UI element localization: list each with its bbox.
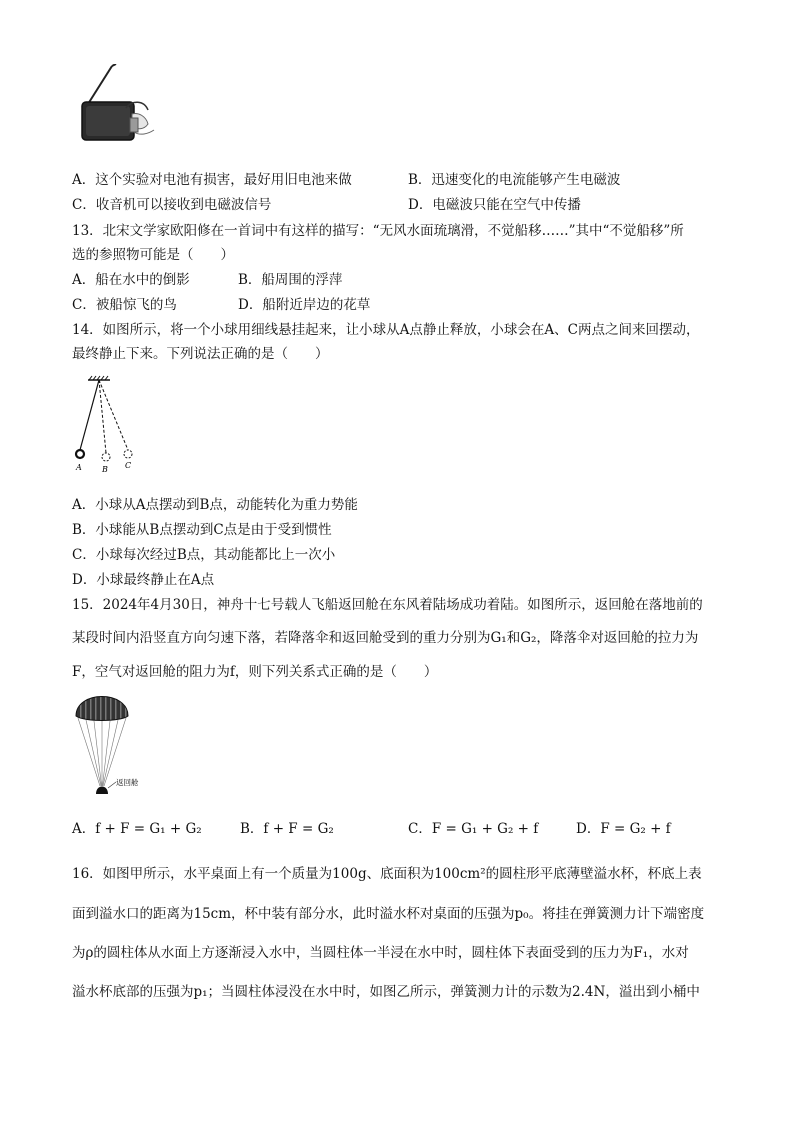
q16-stem-line4: 溢水杯底部的压强为p₁；当圆柱体浸没在水中时，如图乙所示，弹簧测力计的示数为2.4N，溢出到小桶中 bbox=[72, 984, 700, 1000]
pendulum-label-b: B bbox=[102, 465, 108, 474]
q12-option-d: D．电磁波只能在空气中传播 bbox=[408, 197, 581, 213]
q14-option-c: C．小球每次经过B点，其动能都比上一次小 bbox=[72, 547, 336, 563]
q15-stem-line2: 某段时间内沿竖直方向匀速下落，若降落伞和返回舱受到的重力分别为G₁和G₂，降落伞对返回舱的拉力为 bbox=[72, 630, 699, 646]
q15-option-b bbox=[240, 817, 334, 837]
pendulum-label-c: C bbox=[125, 461, 132, 470]
q15-option-c bbox=[408, 817, 538, 837]
capsule-label: 返回舱 bbox=[116, 778, 139, 787]
q16-stem-line2: 面到溢水口的距离为15cm，杯中装有部分水，此时溢水杯对桌面的压强为p₀。将挂在弹簧测力计下端密度 bbox=[72, 906, 705, 922]
q13-option-c: C．被船惊飞的鸟 bbox=[72, 297, 177, 313]
q13-option-a: A．船在水中的倒影 bbox=[72, 272, 190, 288]
q14-option-b: B．小球能从B点摆动到C点是由于受到惯性 bbox=[72, 522, 332, 538]
radio-battery-figure bbox=[74, 64, 164, 146]
q14-stem-line2: 最终静止下来。下列说法正确的是（ ） bbox=[72, 346, 329, 362]
q15-stem-line1: 15．2024年4月30日，神舟十七号载人飞船返回舱在东风着陆场成功着陆。如图所示，返回舱在落地前的 bbox=[72, 597, 703, 613]
q16-stem-line3: 为ρ的圆柱体从水面上方逐渐浸入水中，当圆柱体一半浸在水中时，圆柱体下表面受到的压力为F₁，水对 bbox=[72, 945, 689, 961]
q13-option-b: B．船周围的浮萍 bbox=[238, 272, 343, 288]
parachute-figure bbox=[70, 688, 160, 798]
q15-option-d bbox=[576, 817, 671, 837]
q15-option-d-text: D．F = G₂ + f bbox=[576, 821, 671, 837]
q15-option-a-text: A．f + F = G₁ + G₂ bbox=[72, 821, 202, 837]
q15-option-a bbox=[72, 817, 202, 837]
q15-option-c-text: C．F = G₁ + G₂ + f bbox=[408, 821, 539, 837]
q13-option-d: D．船附近岸边的花草 bbox=[238, 297, 371, 313]
q12-option-a: A．这个实验对电池有损害，最好用旧电池来做 bbox=[72, 172, 352, 188]
q14-option-d: D．小球最终静止在A点 bbox=[72, 572, 215, 588]
q16-stem-line1: 16．如图甲所示，水平桌面上有一个质量为100g、底面积为100cm²的圆柱形平底薄壁溢水杯，杯底上表 bbox=[72, 866, 702, 882]
q13-stem-line1: 13．北宋文学家欧阳修在一首词中有这样的描写：“无风水面琉璃滑，不觉船移……”其中“不觉船移”所 bbox=[72, 223, 684, 239]
q14-stem-line1: 14．如图所示，将一个小球用细线悬挂起来，让小球从A点静止释放，小球会在A、C两点之间来回摆动， bbox=[72, 322, 700, 338]
q12-option-b: B．迅速变化的电流能够产生电磁波 bbox=[408, 172, 621, 188]
q15-stem-line3: F，空气对返回舱的阻力为f，则下列关系式正确的是（ ） bbox=[72, 664, 438, 680]
q14-option-a: A．小球从A点摆动到B点，动能转化为重力势能 bbox=[72, 497, 358, 513]
q13-stem-line2: 选的参照物可能是（ ） bbox=[72, 247, 234, 263]
q12-option-c: C．收音机可以接收到电磁波信号 bbox=[72, 197, 272, 213]
pendulum-figure bbox=[70, 374, 142, 474]
q15-option-b-text: B．f + F = G₂ bbox=[240, 821, 334, 837]
pendulum-label-a: A bbox=[76, 463, 82, 472]
